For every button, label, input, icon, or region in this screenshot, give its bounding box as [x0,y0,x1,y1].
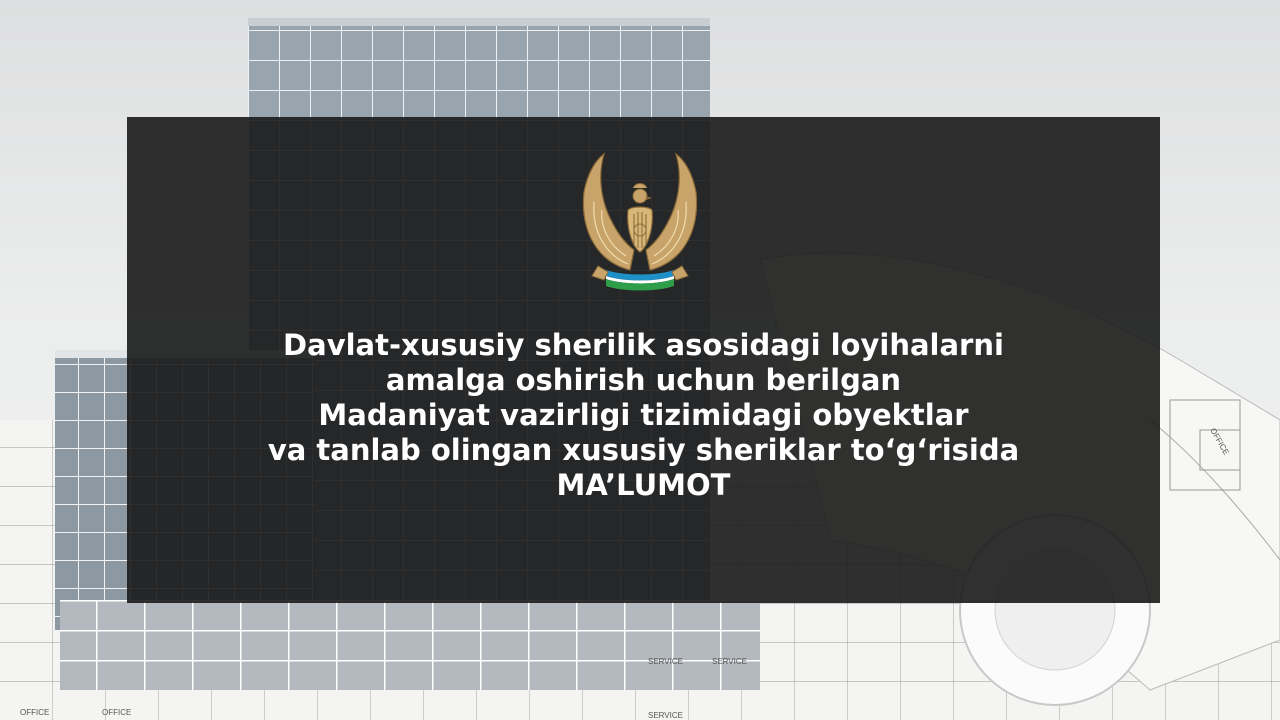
plan-label-service-3: SERVICE [648,711,683,720]
announcement-title [127,328,1160,503]
title-line-2: amalga oshirish uchun berilgan [385,363,902,397]
title-line-3: Madaniyat vazirligi tizimidagi obyektlar [318,398,969,432]
plan-label-office-1: OFFICE [20,708,50,717]
title-line-5: MA’LUMOT [556,468,731,502]
plan-label-service-2: SERVICE [712,657,747,666]
title-line-4: va tanlab olingan xususiy sheriklar to‘g‘risida [267,433,1020,467]
title-line-1: Davlat-xususiy sherilik asosidagi loyihalarni [283,328,1004,362]
plan-label-office-3: OFFICE [1208,426,1231,457]
plan-label-office-2: OFFICE [102,708,132,717]
emblem-icon [578,152,702,292]
plan-label-service-1: SERVICE [648,657,683,666]
